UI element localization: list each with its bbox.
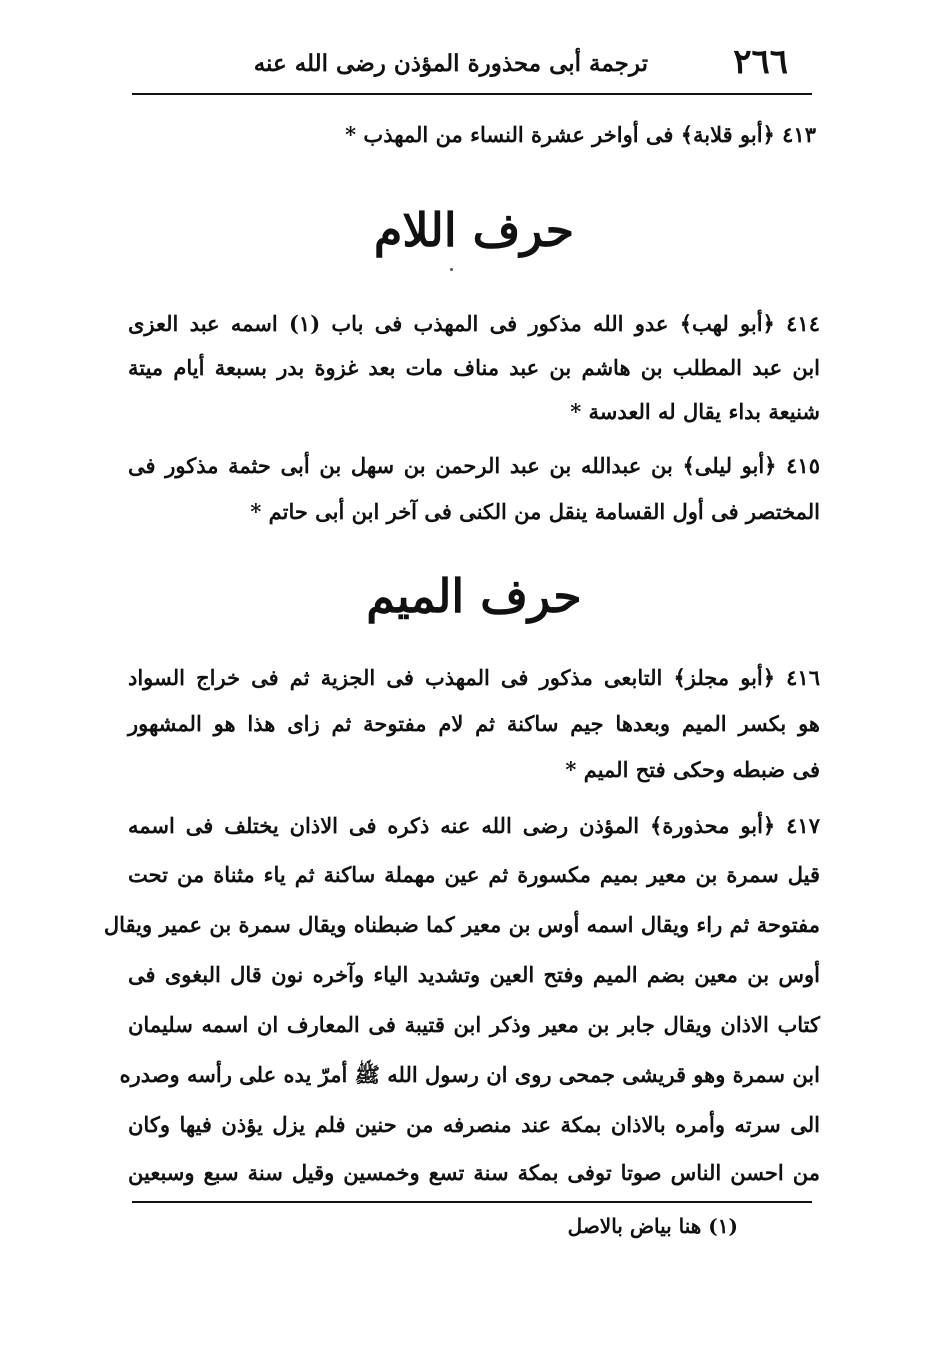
- entry-417-line-5: كتاب الاذان ويقال جابر بن معير وذكر ابن قتيبة فى المعارف ان اسمه سليمان: [128, 1012, 820, 1037]
- speck: [450, 268, 453, 271]
- entry-417-line-2: قيل سمرة بن معير بميم مكسورة ثم عين مهملة ساكنة ثم ياء مثناة من تحت: [128, 862, 820, 887]
- entry-416-line-1: ٤١٦ ﴿أبو مجلز﴾ التابعى مذكور فى المهذب فى الجزية ثم فى خراج السواد: [128, 665, 820, 690]
- running-title: ترجمة أبى محذورة المؤذن رضى الله عنه: [253, 50, 648, 77]
- header-rule: [132, 93, 812, 95]
- entry-414-line-1: ٤١٤ ﴿أبو لهب﴾ عدو الله مذكور فى المهذب فى باب (١) اسمه عبد العزى: [128, 311, 820, 336]
- entry-417-line-8: من احسن الناس صوتا توفى بمكة سنة تسع وخمسين وقيل سنة سبع وسبعين: [128, 1160, 820, 1185]
- entry-414-line-2: ابن عبد المطلب بن هاشم بن عبد مناف مات بعد غزوة بدر بسبعة أيام ميتة: [128, 355, 820, 380]
- entry-417-line-3: مفتوحة ثم راء ويقال اسمه أوس بن معير كما ضبطناه ويقال سمرة بن عمير ويقال: [103, 912, 820, 937]
- entry-417-line-7: الى سرته وأمره بالاذان بمكة عند منصرفه من حنين فلم يزل يؤذن فيها وكان: [128, 1112, 820, 1137]
- section-heading-lam: حرف اللام: [373, 203, 575, 257]
- footnote: (١) هنا بياض بالاصل: [567, 1214, 738, 1238]
- entry-416-line-3: فى ضبطه وحكى فتح الميم *: [565, 757, 820, 782]
- entry-417-line-1: ٤١٧ ﴿أبو محذورة﴾ المؤذن رضى الله عنه ذكره فى الاذان يختلف فى اسمه: [128, 813, 820, 838]
- page-number: ٢٦٦: [733, 42, 788, 82]
- entry-417-line-4: أوس بن معين بضم الميم وفتح العين وتشديد الياء وآخره نون قال البغوى فى: [128, 962, 820, 987]
- entry-415-line-1: ٤١٥ ﴿أبو ليلى﴾ بن عبدالله بن عبد الرحمن بن سهل بن أبى حثمة مذكور فى: [128, 453, 820, 478]
- running-header: [150, 38, 788, 94]
- entry-415-line-2: المختصر فى أول القسامة ينقل من الكنى فى آخر ابن أبى حاتم *: [250, 499, 820, 524]
- footnote-rule: [132, 1201, 812, 1203]
- entry-417-line-6: ابن سمرة وهو قريشى جمحى روى ان رسول الله ﷺ أمرّ يده على رأسه وصدره: [119, 1062, 820, 1087]
- entry-413: ٤١٣ ﴿أبو قلابة﴾ فى أواخر عشرة النساء من المهذب *: [345, 122, 816, 147]
- entry-416-line-2: هو بكسر الميم وبعدها جيم ساكنة ثم لام مفتوحة ثم زاى هذا هو المشهور: [128, 711, 820, 736]
- section-heading-mim: حرف الميم: [366, 569, 582, 623]
- entry-414-line-3: شنيعة بداء يقال له العدسة *: [570, 399, 820, 424]
